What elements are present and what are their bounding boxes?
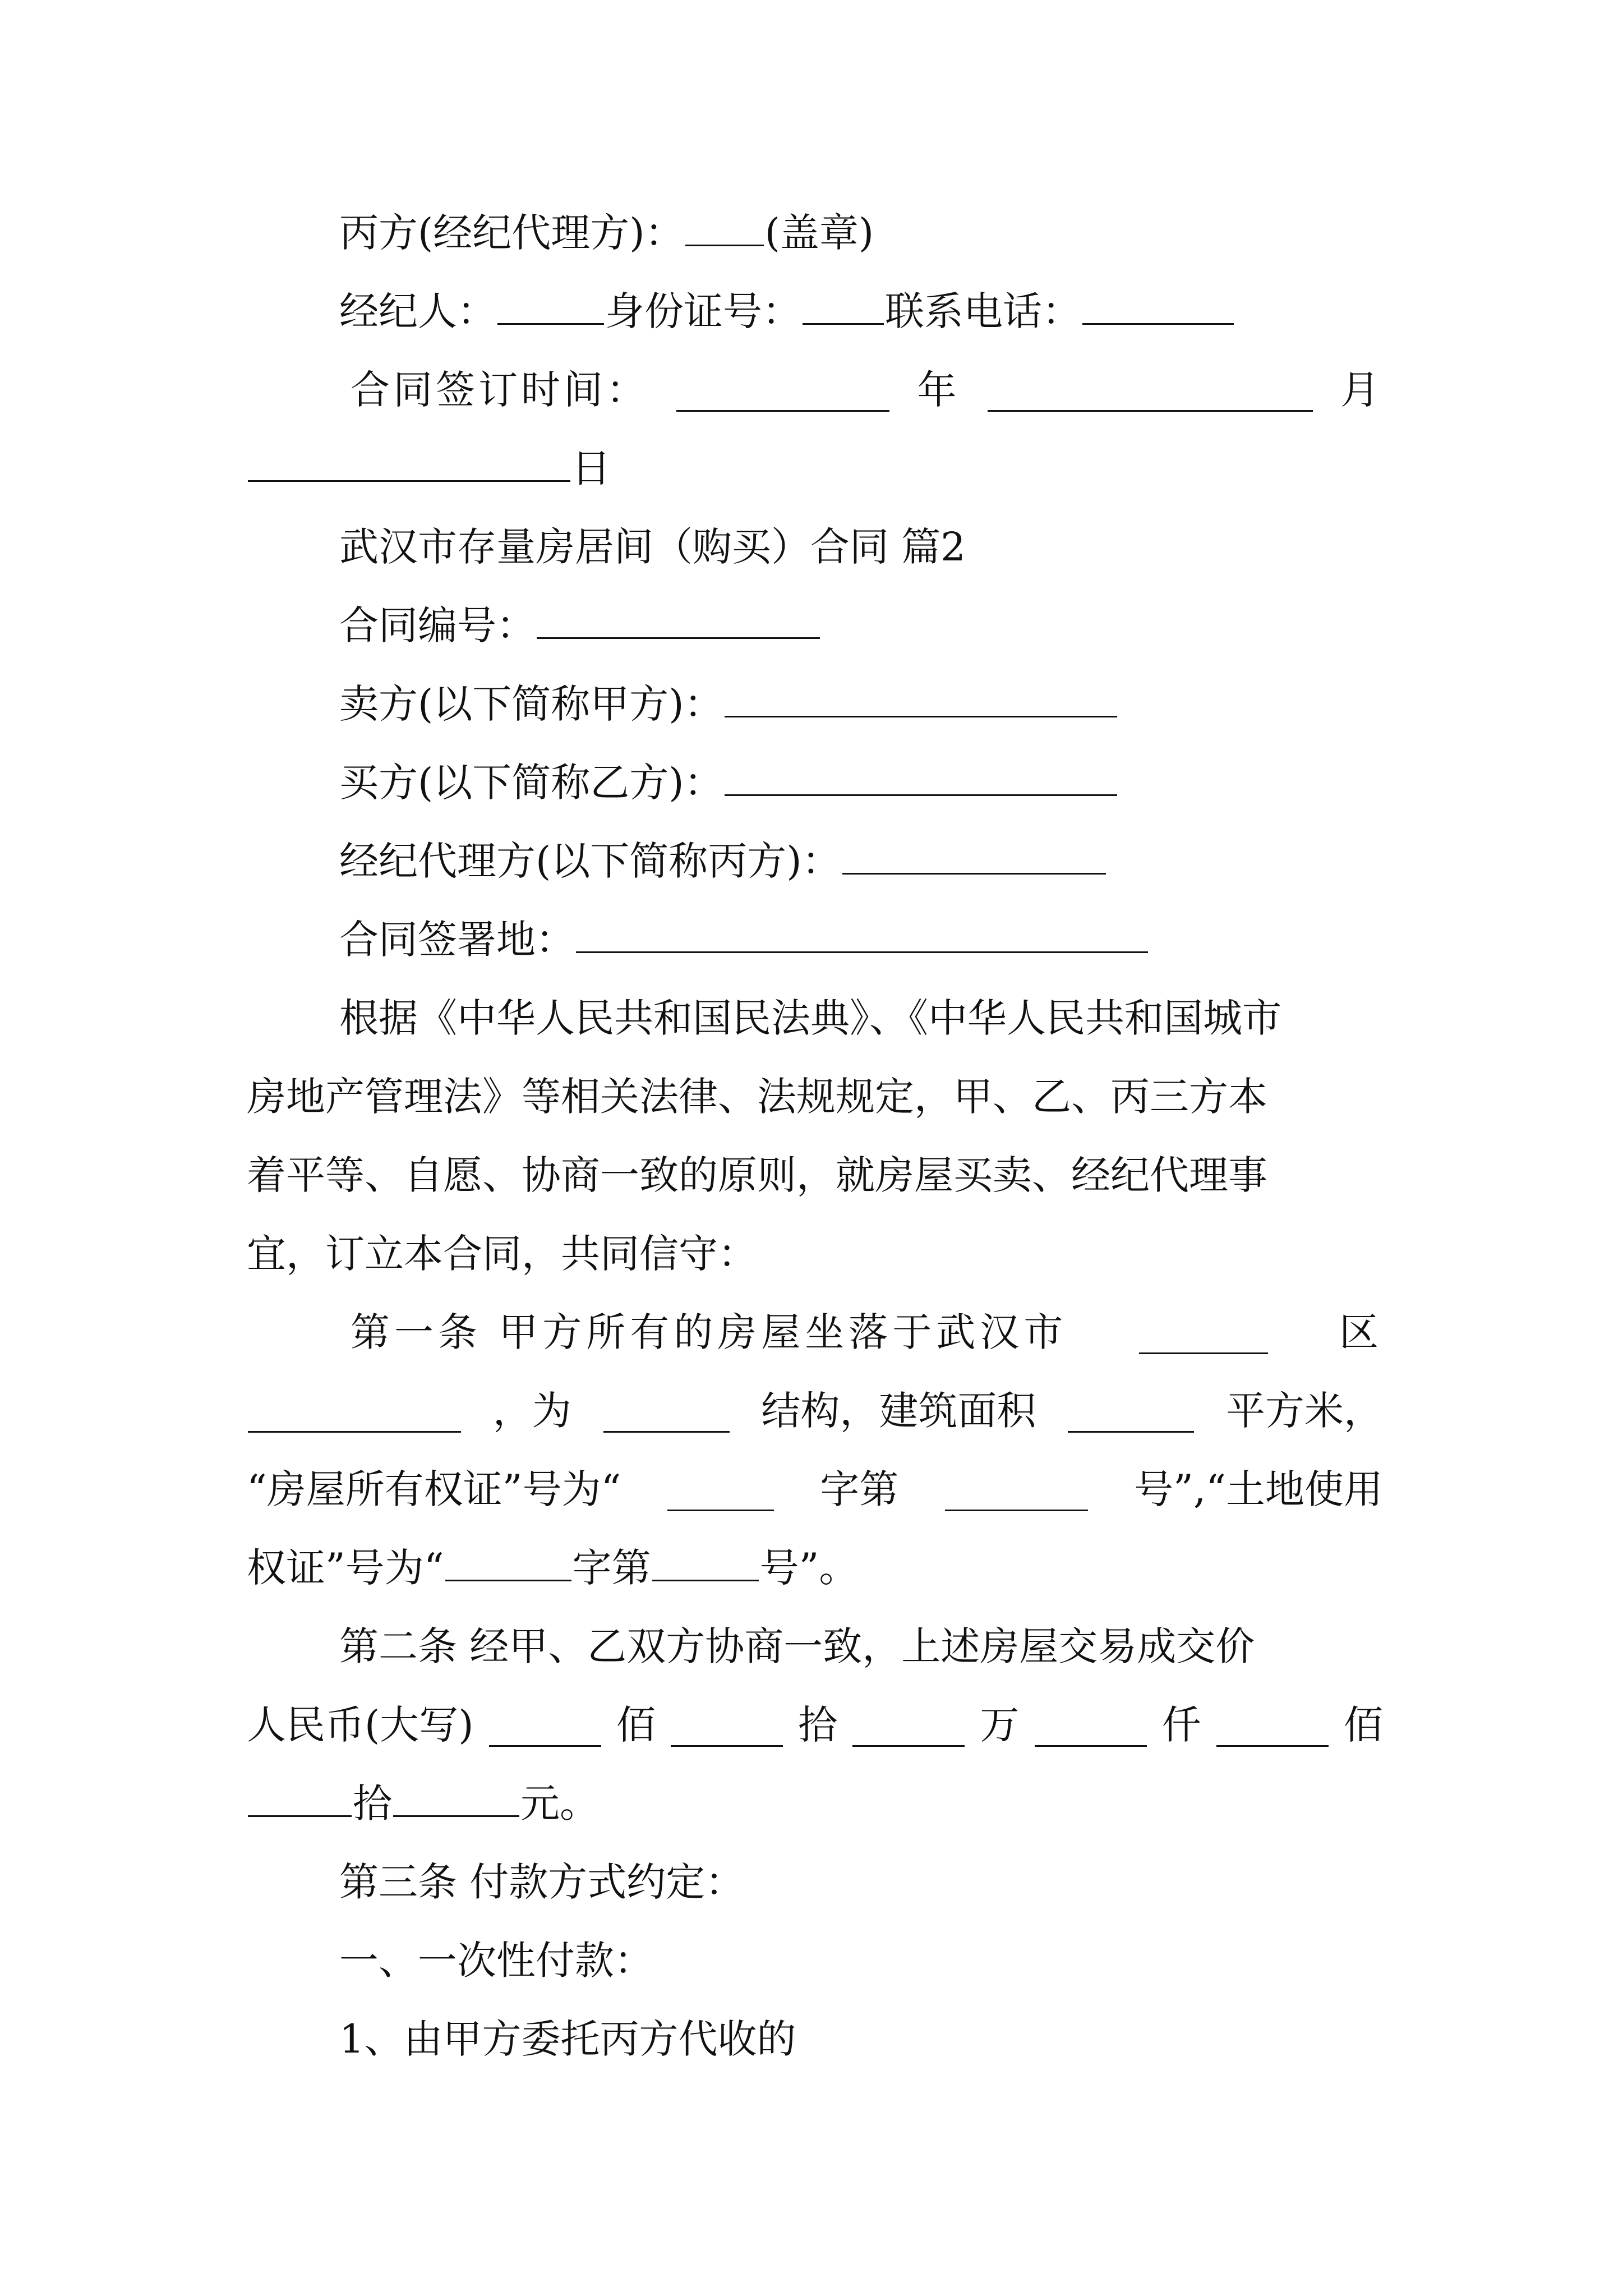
sqm-label: 平方米， [1225,1388,1383,1434]
seller-line [339,670,1383,738]
area-blank [1068,1389,1194,1433]
phone-blank [1082,282,1234,325]
cert-zi-di: 字第 [820,1466,899,1512]
agent-party-line [339,199,1383,266]
agent-party-blank [685,203,764,246]
district-blank [1139,1311,1268,1354]
cert-no-blank [945,1468,1088,1511]
broker-label: 经纪人： [339,288,496,334]
shi-label-2: 拾 [353,1780,392,1826]
day-blank [248,439,570,482]
broker-line [339,278,1383,345]
qian-label: 仟 [1161,1702,1201,1748]
signing-time-label: 合同签订时间： [351,367,649,413]
bai-label: 佰 [616,1702,656,1748]
buyer-label: 买方(以下简称乙方)： [339,760,723,806]
sign-place-blank [576,910,1148,953]
article-1-line-3 [247,1456,1383,1523]
id-blank [803,282,884,325]
intro-line-2: 房地产管理法》等相关法律、法规规定，甲、乙、丙三方本 [247,1074,1267,1120]
intro-line-1: 根据《中华人民共和国民法典》、《中华人民共和国城市 [339,995,1281,1041]
phone-label: 联系电话： [885,288,1081,334]
wan-blank [852,1704,965,1747]
seal-label: (盖章) [764,210,874,256]
agent-label: 经纪代理方(以下简称丙方)： [339,838,841,884]
shi-label: 拾 [798,1702,838,1748]
year-label: 年 [917,367,960,413]
intro-line-3: 着平等、自愿、协商一致的原则，就房屋买卖、经纪代理事 [247,1152,1267,1198]
hao-end-label: 号”。 [759,1545,859,1591]
one-time-payment: 一、一次性付款： [339,1938,653,1984]
bai-wan-blank [489,1704,601,1747]
structure-label: 结构，建筑面积 [761,1388,1036,1434]
yuan-label: 元。 [520,1780,599,1826]
article-2-line-1: 第二条 经甲、乙双方协商一致，上述房屋交易成交价 [339,1623,1255,1669]
qian-blank [1035,1704,1147,1747]
structure-blank [603,1389,730,1433]
shi-wan-blank [671,1704,783,1747]
district-label: 区 [1339,1309,1383,1355]
article-1-line-4 [247,1534,1383,1602]
land-prefix: 权证”号为“ [247,1545,444,1591]
sign-place-label: 合同签署地： [339,917,575,963]
hao-land-label: 号”,“土地使用 [1134,1466,1383,1512]
cert-prefix: “房屋所有权证”号为“ [247,1466,621,1512]
wan-label: 万 [980,1702,1020,1748]
month-label: 月 [1340,367,1383,413]
article-1-line-1 [351,1299,1383,1366]
day-label: 日 [571,445,611,491]
seller-blank [725,674,1117,717]
seller-label: 卖方(以下简称甲方)： [339,681,723,727]
land-zi-di: 字第 [572,1545,651,1591]
signing-time-line [351,356,1383,424]
article-2-line-2 [247,1691,1383,1759]
article-1-text: 第一条 甲方所有的房屋坐落于武汉市 [351,1309,1068,1355]
article-3-title: 第三条 付款方式约定： [339,1859,745,1905]
buyer-blank [725,753,1117,796]
contract-no-blank [537,596,820,639]
month-blank [988,369,1313,412]
agent-blank [842,831,1106,875]
agent-party-label: 丙方(经纪代理方)： [339,210,684,256]
bai-label-2: 佰 [1343,1702,1383,1748]
year-blank [676,369,889,412]
cert-zi-blank [667,1468,774,1511]
location-blank [248,1389,461,1433]
yuan-blank [393,1774,519,1817]
section-heading: 武汉市存量房居间（购买）合同 篇2 [339,524,966,570]
day-line [247,435,1383,502]
payment-item-1: 1、由甲方委托丙方代收的 [339,2016,796,2062]
sign-place-line [339,906,1383,973]
article-2-line-3 [247,1770,1383,1837]
bai-blank [1216,1704,1329,1747]
land-no-blank [652,1538,759,1581]
intro-line-4: 宜，订立本合同，共同信守： [247,1231,757,1277]
rmb-label: 人民币(大写) [247,1702,474,1748]
comma-for-label: ，为 [492,1388,571,1434]
contract-no-line [339,592,1383,659]
article-1-line-2 [247,1377,1383,1444]
buyer-line [339,749,1383,816]
land-zi-blank [445,1538,571,1581]
shi-blank [248,1774,352,1817]
broker-blank [497,282,604,325]
contract-no-label: 合同编号： [339,602,536,648]
id-label: 身份证号： [605,288,801,334]
agent-line [339,827,1383,895]
